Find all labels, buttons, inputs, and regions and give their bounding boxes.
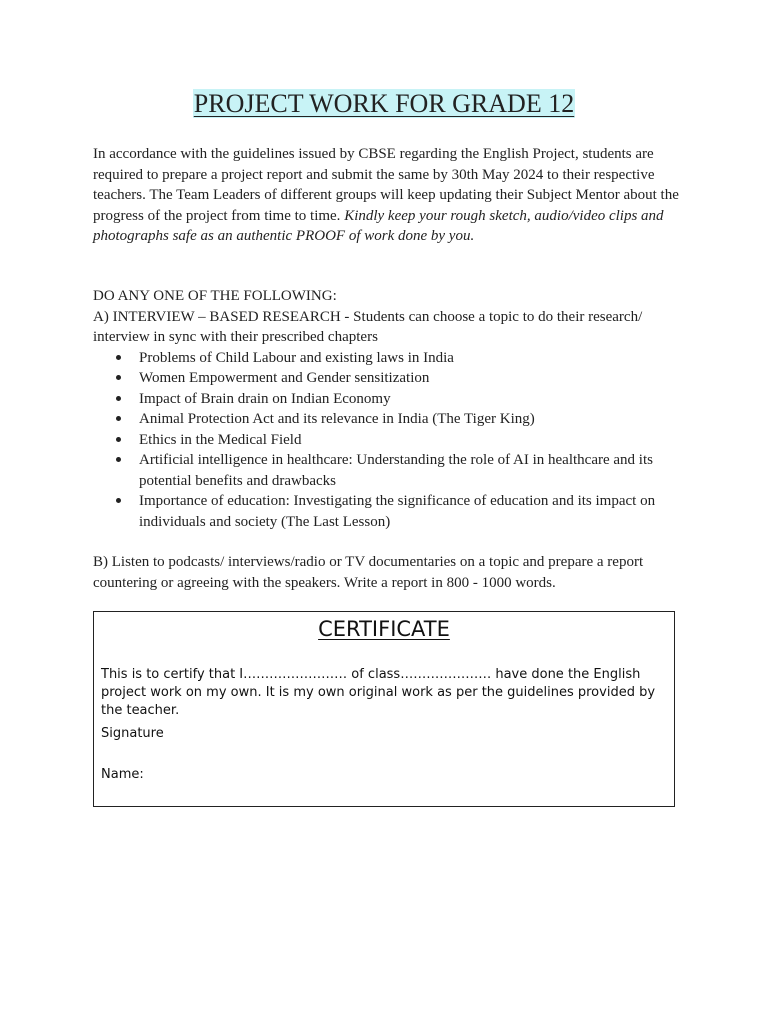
intro-italic-note: Kindly keep your rough sketch, audio/video clips and photographs safe as an authentic PROOF of work done by you. — [93, 207, 664, 244]
topic-list — [93, 348, 681, 533]
certificate-statement: This is to certify that I…………………… of class………………… have done the English project work on my own. It is my own original work as per the guidelines provided by the teacher. — [101, 667, 656, 718]
signature-label: Signature — [101, 726, 164, 741]
certificate-title: CERTIFICATE — [318, 617, 450, 641]
instruction-heading: DO ANY ONE OF THE FOLLOWING: — [93, 288, 337, 304]
topic-item: Women Empowerment and Gender sensitization — [139, 368, 681, 389]
intro-paragraph — [93, 144, 681, 247]
intro-text: In accordance with the guidelines issued by CBSE regarding the English Project, students are required to prepare a project report and submit the same by 30th May 2024 to their respective teachers. The Team Leaders of different groups will keep updating their Subject Mentor about the progress of the project from time to time. — [93, 146, 679, 224]
page-title — [0, 87, 768, 121]
certificate-box — [93, 611, 675, 807]
topic-item: Problems of Child Labour and existing laws in India — [139, 348, 681, 369]
name-label: Name: — [101, 767, 144, 782]
topic-item: Animal Protection Act and its relevance in India (The Tiger King) — [139, 409, 681, 430]
topic-item: Ethics in the Medical Field — [139, 430, 681, 451]
options-section — [93, 286, 681, 532]
option-b-text: B) Listen to podcasts/ interviews/radio or TV documentaries on a topic and prepare a report countering or agreeing with the speakers. Write a report in 800 - 1000 words. — [93, 554, 644, 591]
topic-item: Importance of education: Investigating the significance of education and its impact on individuals and society (The Last Lesson) — [139, 491, 681, 532]
topic-item: Artificial intelligence in healthcare: Understanding the role of AI in healthcare and its potential benefits and drawbacks — [139, 450, 681, 491]
topic-item: Impact of Brain drain on Indian Economy — [139, 389, 681, 410]
page-title-text: PROJECT WORK FOR GRADE 12 — [193, 89, 575, 118]
option-a-text: A) INTERVIEW – BASED RESEARCH - Students can choose a topic to do their research/ interview in sync with their prescribed chapters — [93, 308, 643, 345]
